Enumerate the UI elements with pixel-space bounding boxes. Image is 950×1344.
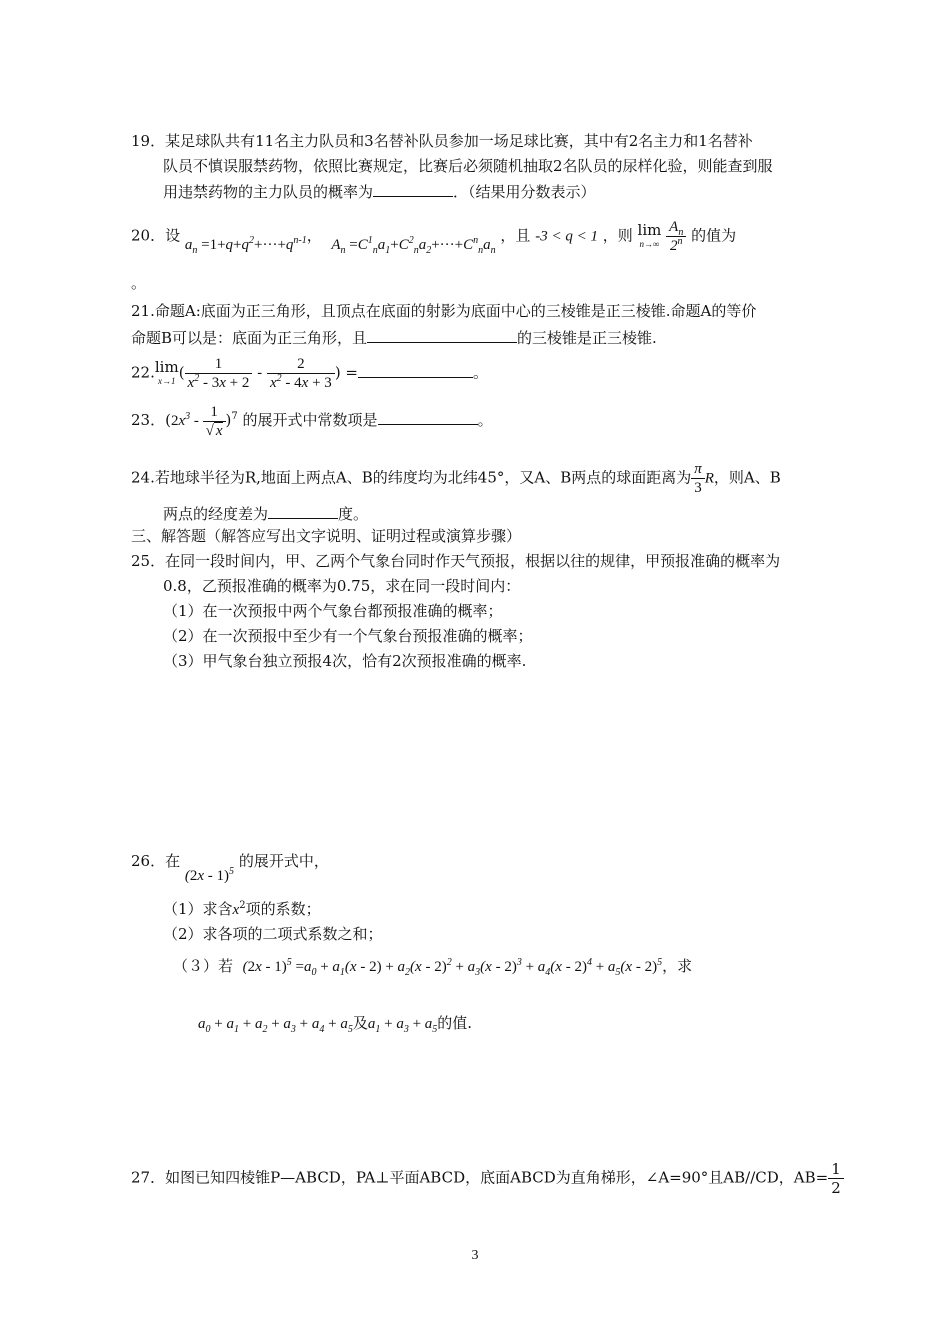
q23-text: 的展开式中常数项是 bbox=[242, 410, 378, 429]
q26-end: 的值. bbox=[437, 1014, 473, 1032]
q26-part3-tail: ，求 bbox=[662, 957, 693, 975]
q24-line2-text: 两点的经度差为 bbox=[163, 505, 269, 523]
q27-text: 27．如图已知四棱锥P—ABCD，PA⊥平面ABCD，底面ABCD为直角梯形，∠A=90°且AB//CD，AB= bbox=[131, 1168, 829, 1187]
q22-answer-blank[interactable] bbox=[358, 361, 473, 378]
q26-part2: （2）求各项的二项式系数之和； bbox=[163, 925, 383, 943]
q24-answer-blank[interactable] bbox=[268, 502, 338, 519]
q22-number: 22. bbox=[131, 363, 155, 382]
q25-line1: 25．在同一段时间内，甲、乙两个气象台同时作天气预报，根据以往的规律，甲预报准确的概率为 bbox=[131, 552, 781, 570]
q26-part3-label: （３）若 bbox=[173, 957, 234, 975]
q21-line2 bbox=[131, 326, 657, 349]
q23-line: 23．($2x^3$ - $\frac{1}{√ x}$ )$^7$ 的展开式中常数项是 。 bbox=[131, 404, 493, 439]
q19-line3 bbox=[163, 180, 596, 203]
q23-expression: $2x^3$ - $\frac{1}{√ x}$ bbox=[171, 413, 226, 429]
q19-answer-blank[interactable] bbox=[373, 180, 453, 197]
q20-fraction: $\frac{A_n}{2^n}$ bbox=[666, 218, 686, 255]
q26-part1: （1）求含$x^2$项的系数； bbox=[163, 900, 321, 918]
q21-line2-tail: 的三棱锥是正三棱锥. bbox=[517, 329, 657, 347]
q20-line: 20．设 $a_n =1+q+q^2+\cdot\cdot\cdot+q^{n-1}$， $A_n =C^1_na_1+C^2_na_2+\cdot\cdot\cdot+C^n_na_n$ ，且 -3 < q < 1 ，则 lim n→∞ $\frac{A_n}{2^n}$ 的值为 bbox=[131, 219, 737, 256]
q26-odd-sum-expression: $a_1 + a_3 + a_5$ bbox=[367, 1016, 438, 1035]
q23-answer-blank[interactable] bbox=[378, 408, 478, 425]
q20-and: ，且 bbox=[500, 226, 531, 245]
page-number: 3 bbox=[471, 1248, 479, 1263]
q22-end: 。 bbox=[473, 363, 489, 382]
q26-part3 bbox=[173, 955, 692, 978]
q21-line2-text: 命题B可以是：底面为正三角形，且 bbox=[131, 329, 368, 347]
q20-an-definition: $a_n =1+q+q^2+\cdot\cdot\cdot+q^{n-1}$ bbox=[184, 234, 307, 256]
q20-condition: -3 < q < 1 bbox=[535, 228, 598, 245]
q23-number: 23． bbox=[131, 410, 166, 429]
q19-line1: 19．某足球队共有11名主力队员和3名替补队员参加一场足球比赛，其中有2名主力和1名替补 bbox=[131, 132, 753, 150]
q20-limit: lim n→∞ bbox=[637, 220, 662, 249]
q26-part1-tail: 项的系数； bbox=[245, 900, 321, 918]
q21-answer-blank[interactable] bbox=[367, 326, 517, 343]
q26-and: 及 bbox=[352, 1014, 368, 1032]
q20-number: 20．设 bbox=[131, 226, 181, 245]
q20-An-definition: $A_n =C^1_na_1+C^2_na_2+\cdot\cdot\cdot+C^n_na_n$ bbox=[331, 234, 496, 256]
q19-line3-tail: ．（结果用分数表示） bbox=[453, 183, 596, 201]
q26-part3-equation: $(2x - 1)^5 =a_0 + a_1(x - 2) + a_2(x - 2)^2 + a_3(x - 2)^3 + a_4(x - 2)^4 + a_5(x - 2)^5$ bbox=[242, 957, 663, 978]
section-3-heading: 三、解答题（解答应写出文字说明、证明过程或演算步骤） bbox=[131, 527, 522, 545]
q26-sum-expression: $a_0 + a_1 + a_2 + a_3 + a_4 + a_5$ bbox=[198, 1016, 353, 1035]
q24-line1-tail: ，则A、B bbox=[713, 468, 781, 487]
q24-line1-text: 24.若地球半径为R,地面上两点A、B的纬度均为北纬45°，又A、B两点的球面距离为 bbox=[131, 468, 692, 487]
q21-line1: 21.命题A:底面为正三角形，且顶点在底面的射影为底面中心的三棱锥是正三棱锥.命题A的等价 bbox=[131, 302, 757, 320]
q26-number: 26．在 bbox=[131, 852, 181, 870]
q24-line2 bbox=[163, 502, 368, 525]
q25-line2: 0.8，乙预报准确的概率为0.75，求在同一段时间内： bbox=[163, 577, 521, 595]
q24-line1: 24.若地球半径为R,地面上两点A、B的纬度均为北纬45°，又A、B两点的球面距离为 $\frac{\pi}{3}$ R，则A、B bbox=[131, 461, 781, 496]
q19-line3-text: 用违禁药物的主力队员的概率为 bbox=[163, 183, 374, 201]
q26-part3-line2 bbox=[198, 1012, 472, 1035]
q19-line2: 队员不慎误服禁药物，依照比赛规定，比赛后必须随机抽取2名队员的尿样化验，则能查到服 bbox=[163, 157, 773, 175]
q25-part3: （3）甲气象台独立预报4次，恰有2次预报准确的概率. bbox=[163, 652, 527, 670]
q26-part1-text: （1）求含 bbox=[163, 900, 233, 918]
q27-line1 bbox=[131, 1160, 844, 1197]
q22-fraction-2: $\frac{2}{x^2 - 4x + 3}$ bbox=[267, 355, 335, 392]
q24-line2-tail: 度。 bbox=[338, 505, 369, 523]
q20-tail: 的值为 bbox=[691, 226, 737, 245]
q24-fraction: $\frac{\pi}{3}$ bbox=[691, 460, 705, 497]
q25-part2: （2）在一次预报中至少有一个气象台预报准确的概率； bbox=[163, 627, 533, 645]
q26-tail: 的展开式中， bbox=[238, 852, 329, 870]
q22-line: 22.lim x→1 ( $\frac{1}{x^2 - 3x + 2}$ - $\frac{2}{x^2 - 4x + 3}$ ) = 。 bbox=[131, 356, 489, 391]
q20-end: 。 bbox=[131, 274, 147, 292]
q22-limit: lim x→1 bbox=[154, 357, 179, 386]
q27-fraction: $\frac{1}{2}$ bbox=[828, 1160, 844, 1197]
q23-end: 。 bbox=[477, 410, 493, 429]
q22-fraction-1: $\frac{1}{x^2 - 3x + 2}$ bbox=[185, 355, 253, 392]
q26-expression: (2x - 1)$^5$ bbox=[184, 866, 235, 884]
q25-part1: （1）在一次预报中两个气象台都预报准确的概率； bbox=[163, 602, 503, 620]
q26-line1 bbox=[131, 850, 329, 884]
q20-then: ，则 bbox=[602, 226, 633, 245]
